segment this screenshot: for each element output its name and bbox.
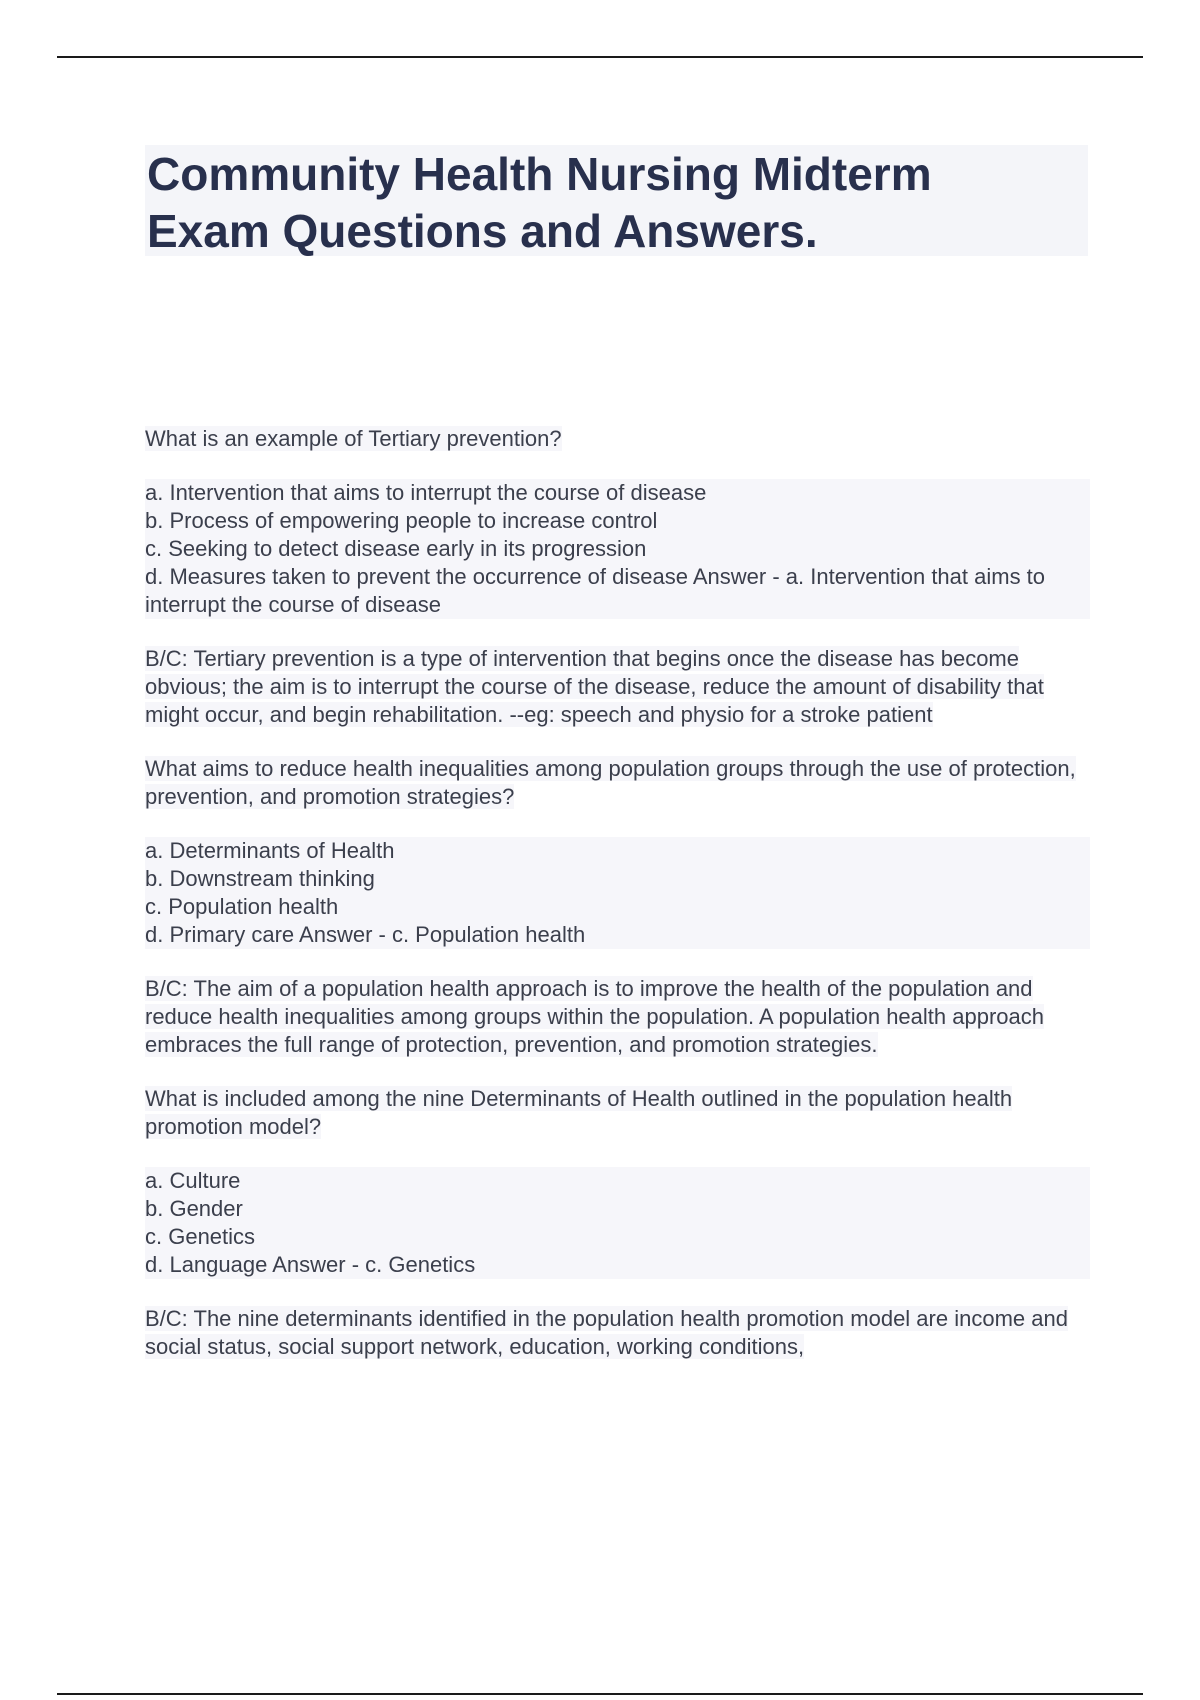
question-2-text: What aims to reduce health inequalities among population groups through the use of protection, prevention, and promotion strategies? [145,756,1076,809]
option-item [145,479,1090,507]
options-list [145,479,1090,619]
explanation-text [145,645,1090,729]
option-item [145,535,1090,563]
question-text [145,755,1090,811]
q3-option-b: b. Gender [145,1196,243,1221]
q2-option-d-answer: d. Primary care Answer - c. Population health [145,922,586,947]
q2-option-b: b. Downstream thinking [145,866,375,891]
q1-option-a: a. Intervention that aims to interrupt the course of disease [145,480,707,505]
option-item [145,1251,1090,1279]
option-item [145,865,1090,893]
question-text [145,1085,1090,1141]
q3-option-c: c. Genetics [145,1224,256,1249]
question-1-text: What is an example of Tertiary prevention? [145,426,562,451]
option-item [145,1223,1090,1251]
option-item [145,1195,1090,1223]
question-3-text: What is included among the nine Determinants of Health outlined in the population health promotion model? [145,1086,1013,1139]
option-item [145,563,1090,619]
option-item [145,1167,1090,1195]
q2-option-a: a. Determinants of Health [145,838,395,863]
q3-explanation: B/C: The nine determinants identified in the population health promotion model are income and social status, social support network, education, working conditions, [145,1306,1068,1359]
q1-option-c: c. Seeking to detect disease early in its progression [145,536,647,561]
title-line-1: Community Health Nursing Midterm [147,148,932,200]
q1-explanation: B/C: Tertiary prevention is a type of intervention that begins once the disease has become obvious; the aim is to interrupt the course of the disease, reduce the amount of disability that might occur, and begin rehabilitation. --eg: speech and physio for a stroke patient [145,646,1044,727]
document-title [147,146,1077,260]
q2-explanation: B/C: The aim of a population health approach is to improve the health of the population and reduce health inequalities among groups within the population. A population health approach embraces the full range of protection, prevention, and promotion strategies. [145,976,1044,1057]
explanation-text [145,975,1090,1059]
options-list [145,837,1090,949]
q3-option-d-answer: d. Language Answer - c. Genetics [145,1252,476,1277]
q1-option-b: b. Process of empowering people to increase control [145,508,658,533]
footer-rule [57,1693,1143,1695]
question-text [145,425,1090,453]
option-item [145,893,1090,921]
option-item [145,921,1090,949]
option-item [145,507,1090,535]
q2-option-c: c. Population health [145,894,339,919]
header-rule [57,56,1143,58]
q3-option-a: a. Culture [145,1168,241,1193]
document-body [145,425,1090,1387]
options-list [145,1167,1090,1279]
title-line-2: Exam Questions and Answers. [147,205,818,257]
q1-option-d-answer: d. Measures taken to prevent the occurrence of disease Answer - a. Intervention that aims to interrupt the course of disease [145,564,1046,617]
option-item [145,837,1090,865]
explanation-text [145,1305,1090,1361]
